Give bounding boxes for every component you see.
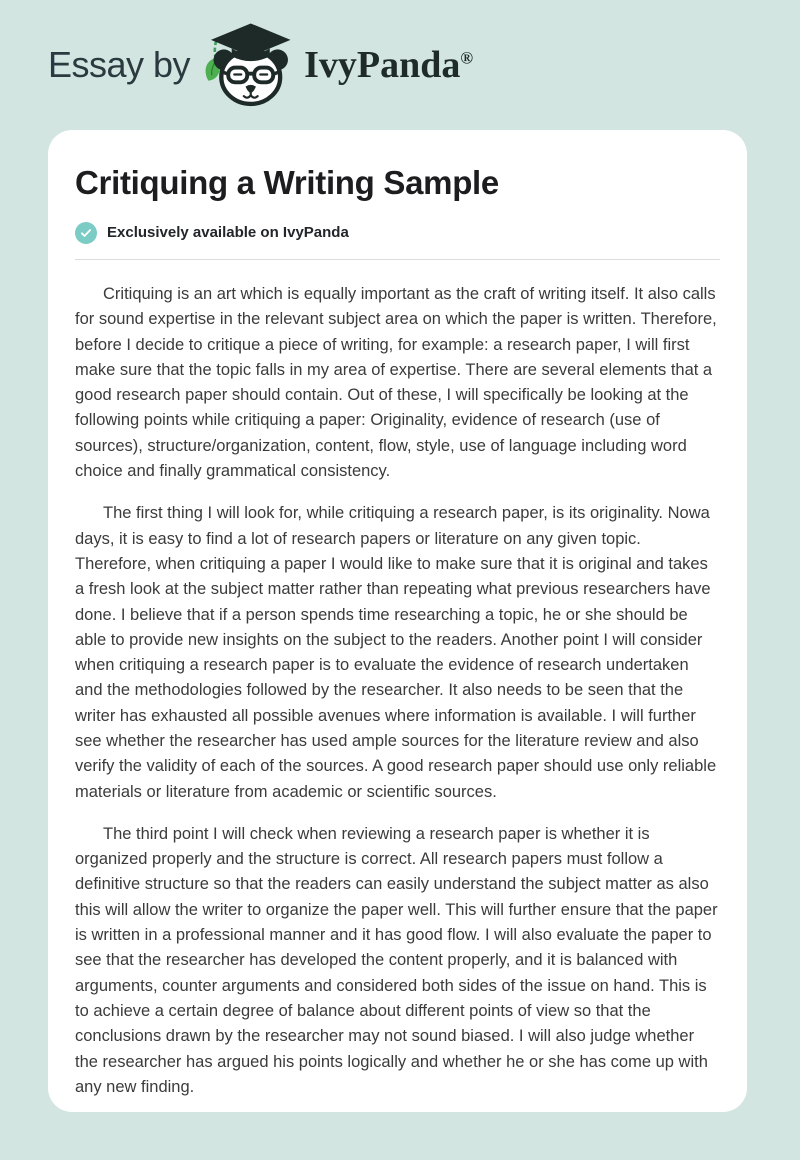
panda-graduate-icon	[197, 20, 301, 110]
registered-trademark: ®	[460, 48, 474, 68]
essay-title: Critiquing a Writing Sample	[75, 164, 499, 201]
ivypanda-logo[interactable]	[197, 20, 473, 110]
check-icon	[75, 222, 97, 244]
exclusive-badge	[75, 222, 720, 244]
essay-paragraph-3: The third point I will check when reviewing a research paper is whether it is organized properly and the structure is correct. All research papers must follow a definitive structure so that the readers can easily understand the subject matter as also this will allow the writer to organize the paper well. This will further ensure that the paper is written in a professional manner and it has good flow. I will also evaluate the paper to see that the researcher has developed the content properly, and it is balanced with arguments, counter arguments and considered both sides of the issue on hand. This is to achieve a certain degree of balance about different points of view so that the conclusions drawn by the researcher may not sound biased. I will also judge whether the researcher has argued his points logically and whether he or she has come up with any new finding.	[75, 824, 718, 1096]
essay-card	[48, 130, 747, 1112]
site-header	[0, 0, 800, 130]
divider	[75, 259, 720, 260]
exclusive-badge-label: Exclusively available on IvyPanda	[107, 224, 349, 242]
brand-wordmark	[304, 46, 473, 84]
essay-body	[75, 282, 720, 1100]
essay-by-label: Essay by	[48, 44, 191, 85]
essay-paragraph-1: Critiquing is an art which is equally important as the craft of writing itself. It also calls for sound expertise in the relevant subject area on which the paper is written. Therefore, before I decide to critique a piece of writing, for example: a research paper, I will first make sure that the topic falls in my area of expertise. There are several elements that a good research paper should contain. Out of these, I will specifically be looking at the following points while critiquing a paper: Originality, evidence of research (use of sources), structure/organization, content, flow, style, use of language including word choice and finally grammatical consistency.	[75, 284, 717, 481]
brand-name: IvyPanda	[304, 44, 461, 86]
essay-paragraph-2: The first thing I will look for, while critiquing a research paper, is its originality. Nowa days, it is easy to find a lot of research papers or literature on any given topic. Therefore, when critiquing a paper I would like to make sure that it is original and takes a fresh look at the subject matter rather than repeating what previous researchers have done. I believe that if a person spends time researching a topic, he or she should be able to provide new insights on the subject to the readers. Another point I will consider when critiquing a research paper is to evaluate the evidence of research undertaken and the methodologies followed by the researcher. It also needs to be seen that the writer has exhausted all possible avenues where information is available. I will further see whether the researcher has used ample sources for the literature review and also verify the validity of each of the sources. A good research paper should use only reliable materials or literature from academic or scientific sources.	[75, 504, 717, 801]
